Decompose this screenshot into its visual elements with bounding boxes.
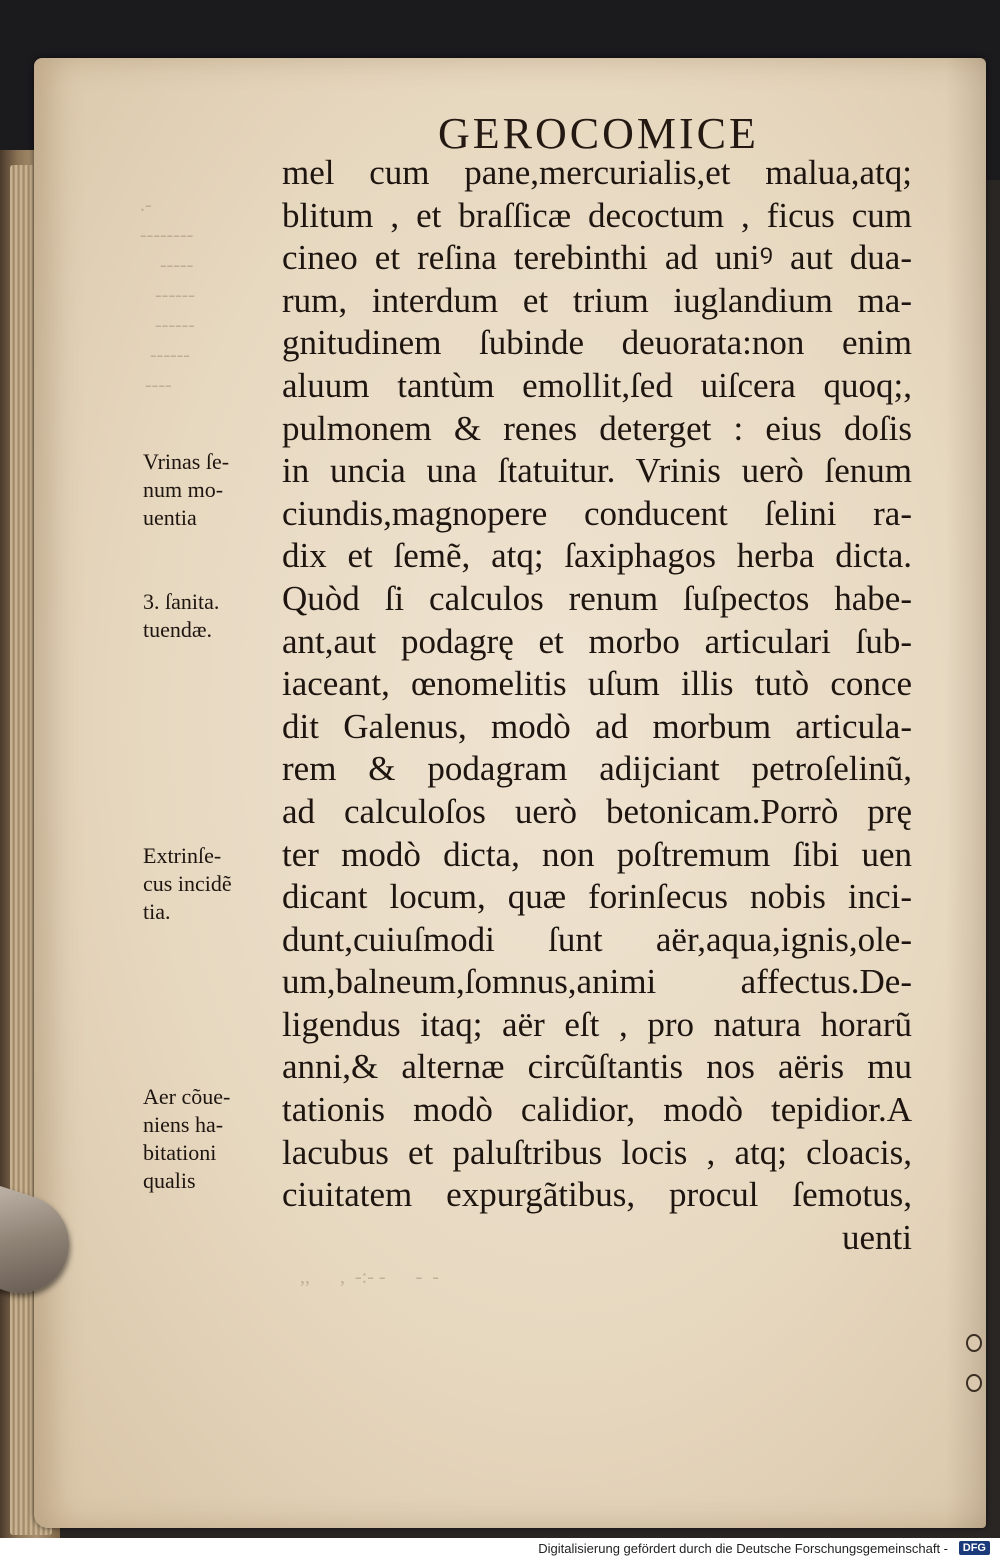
marginal-note-line: tuendæ. bbox=[143, 617, 213, 642]
text-line: lacubus et paluſtribus locis , atq; cloacis, bbox=[282, 1132, 912, 1172]
text-line: dit Galenus, modò ad morbum articula- bbox=[282, 706, 912, 746]
footer-credit: Digitalisierung gefördert durch die Deutsche Forschungsgemeinschaft - bbox=[538, 1541, 948, 1556]
main-text-block bbox=[282, 152, 912, 1259]
marginal-note-health bbox=[143, 588, 273, 644]
hole-mark bbox=[966, 1374, 982, 1392]
text-line: rum, interdum et trium iuglandium ma- bbox=[282, 280, 912, 320]
text-line: aluum tantùm emollit,ſed uiſcera quoq;, bbox=[282, 365, 912, 405]
marginal-note-line: num mo- bbox=[143, 477, 224, 502]
marginal-note-urine bbox=[143, 448, 273, 532]
text-line: blitum , et braſſicæ decoctum , ficus cum bbox=[282, 195, 912, 235]
text-line: ciuitatem expurgãtibus, procul ſemotus, bbox=[282, 1175, 912, 1215]
text-line: iaceant, œnomelitis uſum illis tutò conce bbox=[282, 664, 912, 704]
page-gutter-shade bbox=[946, 58, 986, 1528]
text-line: tationis modò calidior, modò tepidior.A bbox=[282, 1090, 912, 1130]
text-line: dunt,cuiuſmodi ſunt aër,aqua,ignis,ole- bbox=[282, 919, 912, 959]
text-line: ad calculoſos uerò betonicam.Porrò prę bbox=[282, 791, 912, 831]
text-line: ter modò dicta, non poſtremum ſibi uen bbox=[282, 834, 912, 874]
marginal-note-line: uentia bbox=[143, 505, 197, 530]
text-line: gnitudinem ſubinde deuorata:non enim bbox=[282, 323, 912, 363]
catchword: uenti bbox=[842, 1217, 912, 1257]
text-line: mel cum pane,mercurialis,et malua,atq; bbox=[282, 153, 912, 192]
marginal-note-air bbox=[143, 1083, 273, 1195]
hole-mark bbox=[966, 1334, 982, 1352]
dfg-logo: DFG bbox=[959, 1541, 990, 1555]
marginal-note-line: Aer cõue- bbox=[143, 1084, 231, 1109]
show-through-bleed: .- -------- ----- ------ ------ ------ ---- bbox=[140, 194, 195, 396]
text-line: pulmonem & renes deterget : eius doſis bbox=[282, 408, 912, 448]
footer-bar bbox=[0, 1538, 1000, 1560]
text-line: ciundis,magnopere conducent ſelini ra- bbox=[282, 493, 912, 533]
text-line: cineo et reſina terebinthi ad uniꝰ aut dua- bbox=[282, 238, 912, 278]
marginal-note-line: tia. bbox=[143, 899, 171, 924]
show-through-bleed-bottom: ,, , -:- - - - bbox=[290, 1266, 439, 1288]
marginal-note-line: Extrinſe- bbox=[143, 843, 222, 868]
text-line: ligendus itaq; aër eſt , pro natura horarũ bbox=[282, 1004, 912, 1044]
marginal-note-line: niens ha- bbox=[143, 1112, 224, 1137]
text-line: anni,& alternæ circũſtantis nos aëris mu bbox=[282, 1047, 912, 1087]
running-title: GEROCOMICE bbox=[438, 109, 759, 158]
marginal-note-line: 3. ſanita. bbox=[143, 589, 220, 614]
text-line: in uncia una ſtatuitur. Vrinis uerò ſenum bbox=[282, 451, 912, 491]
text-line: rem & podagram adijciant petroſelinũ, bbox=[282, 749, 912, 789]
marginal-note-line: qualis bbox=[143, 1168, 196, 1193]
text-line: ant,aut podagrę et morbo articulari ſub- bbox=[282, 621, 912, 661]
marginal-note-line: Vrinas ſe- bbox=[143, 449, 230, 474]
marginal-note-line: bitationi bbox=[143, 1140, 217, 1165]
text-line: dix et ſemẽ, atq; ſaxiphagos herba dicta. bbox=[282, 536, 912, 576]
text-line: dicant locum, quæ forinſecus nobis inci- bbox=[282, 877, 912, 917]
marginal-note-line: cus incidẽ bbox=[143, 871, 232, 896]
marginal-note-external bbox=[143, 842, 273, 926]
text-line: um,balneum,ſomnus,animi affectus.De- bbox=[282, 962, 912, 1002]
text-line: Quòd ſi calculos renum ſuſpectos habe- bbox=[282, 578, 912, 618]
